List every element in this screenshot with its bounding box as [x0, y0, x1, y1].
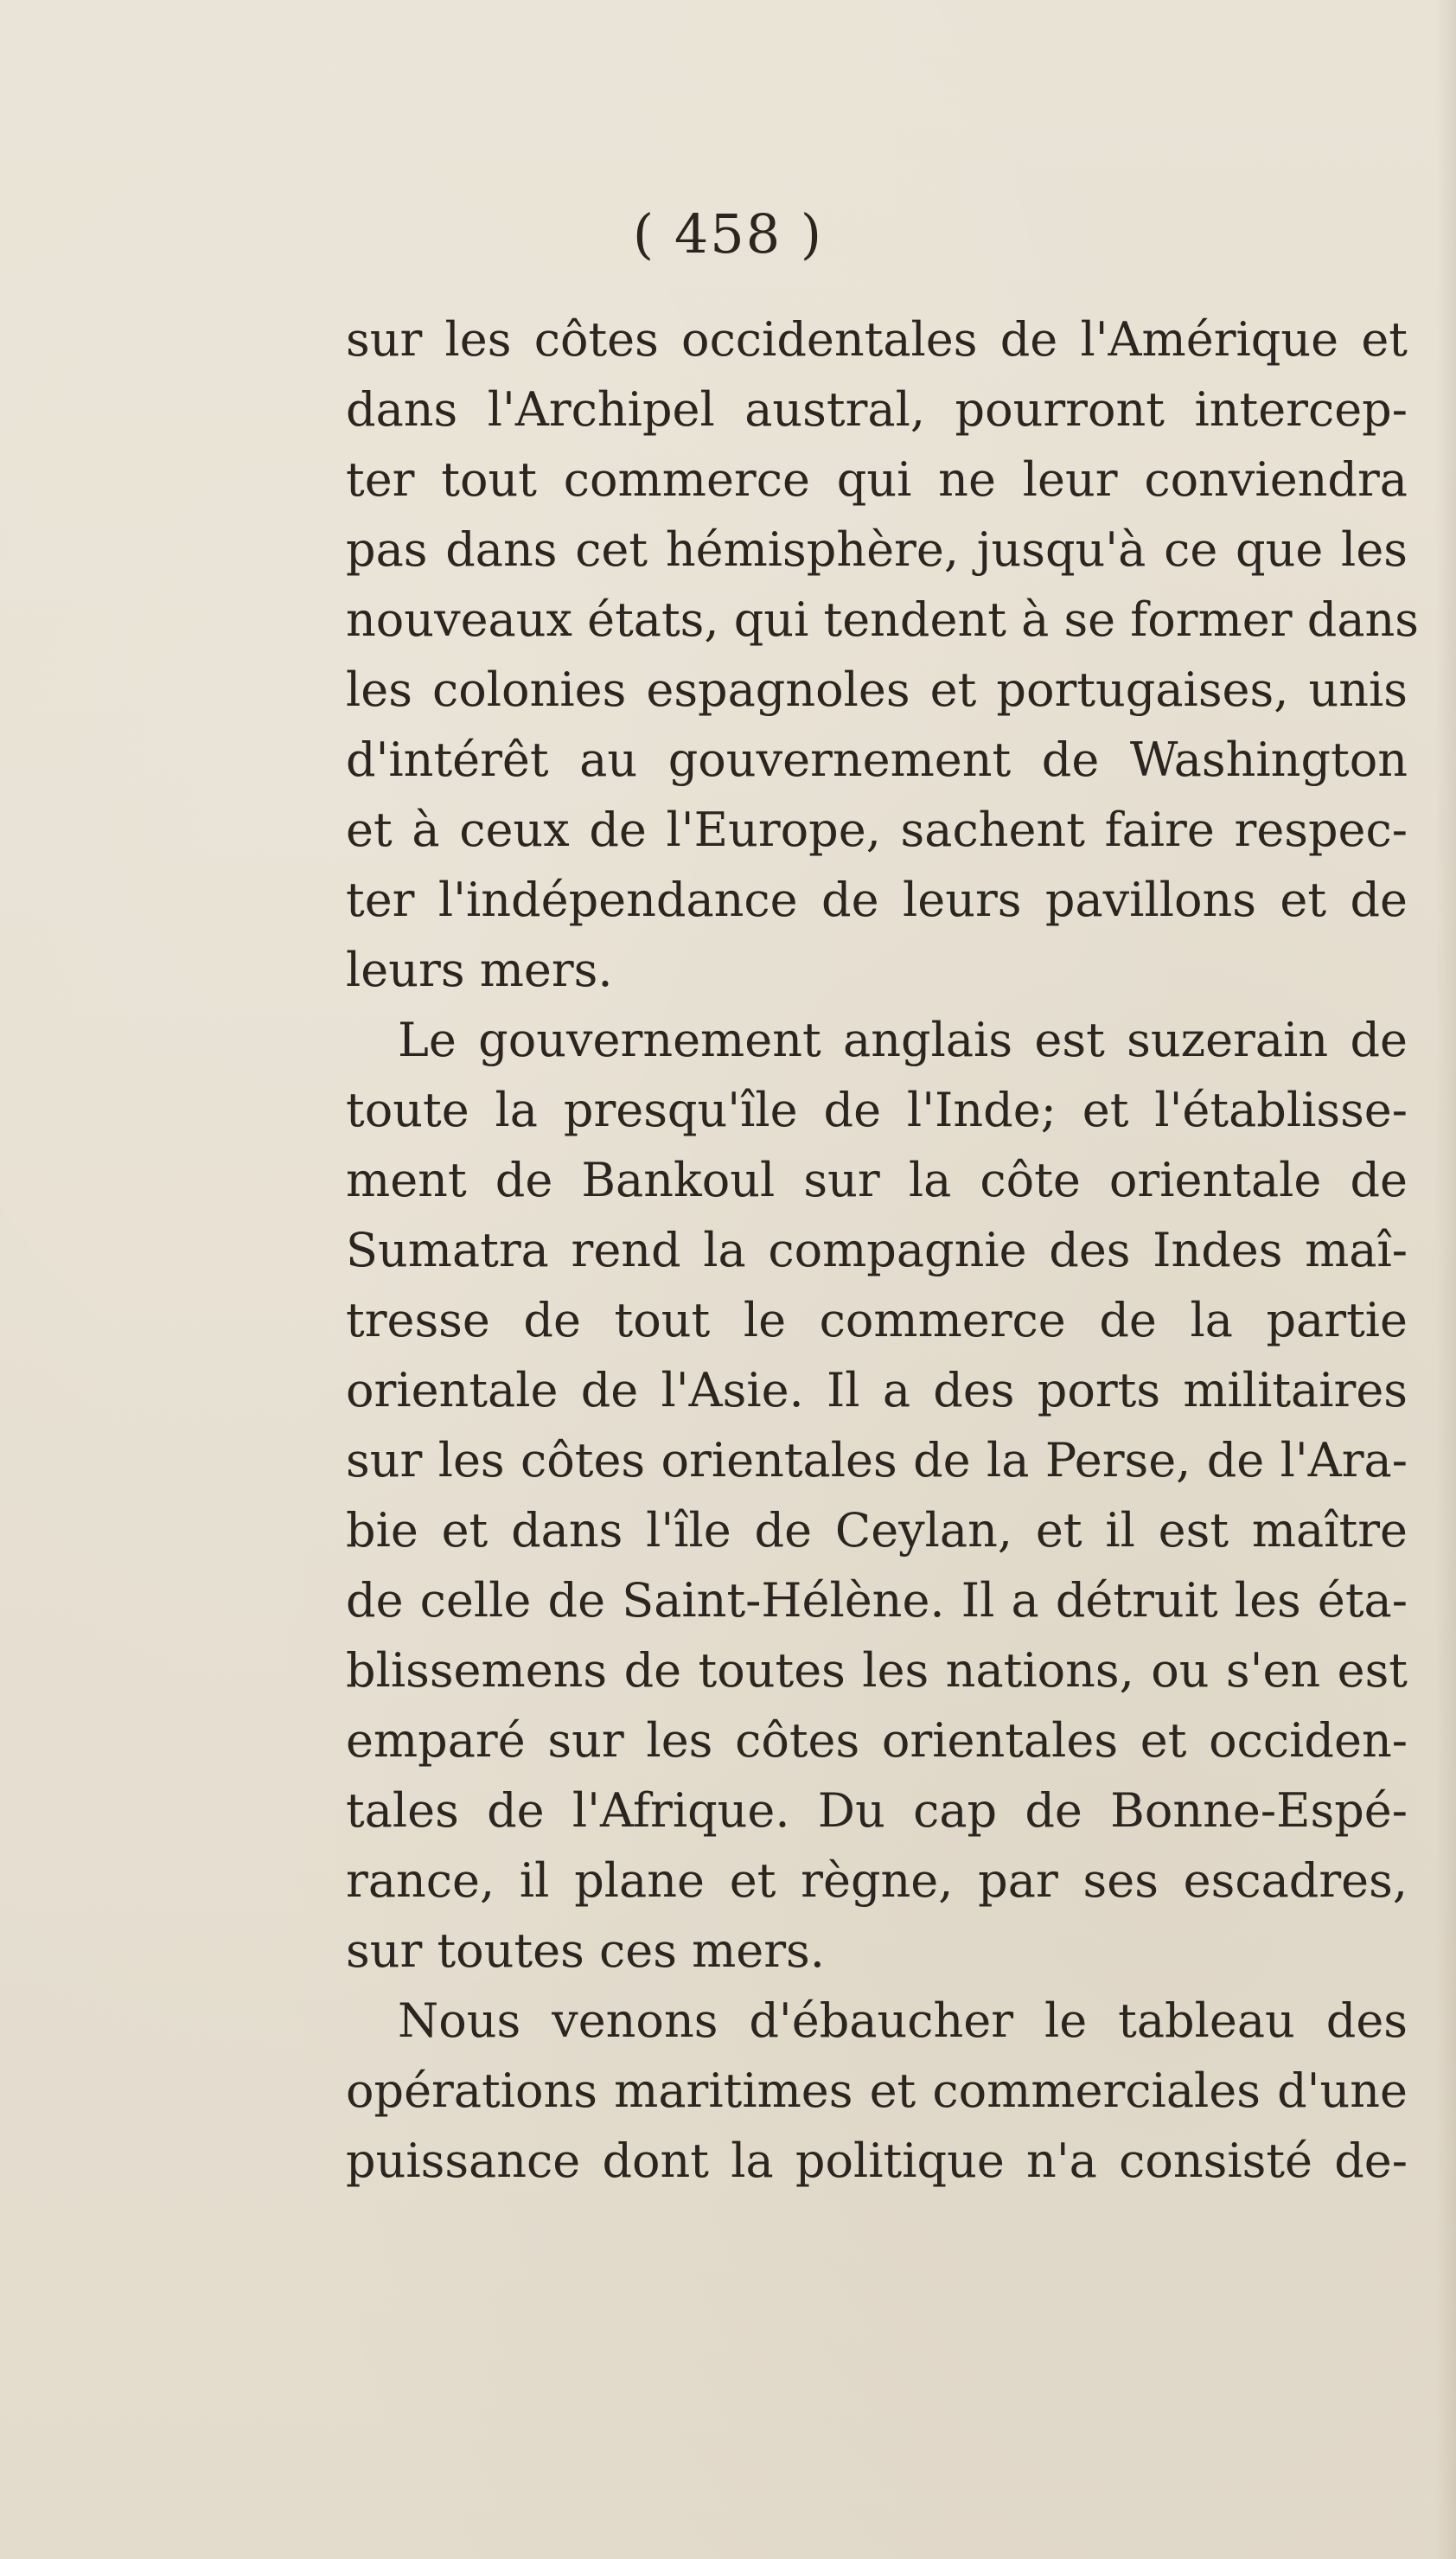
text-line: ter l'indépendance de leurs pavillons et de [346, 873, 1408, 927]
text-line: d'intérêt au gouvernement de Washington [346, 733, 1408, 787]
text-line: sur toutes ces mers. [346, 1923, 825, 1978]
body-text [346, 304, 1419, 2196]
text-line: de celle de Saint-Hélène. Il a détruit les éta- [346, 1573, 1408, 1628]
text-line: les colonies espagnoles et portugaises, unis [346, 662, 1408, 717]
text-line: opérations maritimes et commerciales d'une [346, 2063, 1408, 2118]
text-line: bie et dans l'île de Ceylan, et il est maître [346, 1503, 1408, 1558]
paragraph-start-line: Le gouvernement anglais est suzerain de [398, 1013, 1408, 1067]
text-line: tresse de tout le commerce de la partie [346, 1293, 1408, 1347]
text-line: sur les côtes orientales de la Perse, de l'Ara- [346, 1433, 1408, 1487]
text-line: leurs mers. [346, 943, 613, 997]
text-line: dans l'Archipel austral, pourront intercep- [346, 382, 1408, 437]
text-line: puissance dont la politique n'a consisté de- [346, 2134, 1408, 2188]
text-line: ment de Bankoul sur la côte orientale de [346, 1153, 1408, 1207]
text-line: toute la presqu'île de l'Inde; et l'établisse- [346, 1083, 1408, 1137]
page-edge-shadow [1435, 0, 1456, 2559]
text-line: emparé sur les côtes orientales et occiden- [346, 1713, 1408, 1768]
paragraph-start-line: Nous venons d'ébaucher le tableau des [398, 1993, 1408, 2048]
text-line: orientale de l'Asie. Il a des ports militaires [346, 1363, 1408, 1417]
text-line: nouveaux états, qui tendent à se former dans [346, 592, 1419, 647]
text-line: sur les côtes occidentales de l'Amérique et [346, 312, 1408, 367]
text-line: blissemens de toutes les nations, ou s'en est [346, 1643, 1408, 1698]
text-line: rance, il plane et règne, par ses escadres, [346, 1853, 1408, 1908]
page-number: ( 458 ) [632, 202, 824, 265]
text-line: tales de l'Afrique. Du cap de Bonne-Espé- [346, 1783, 1408, 1838]
text-line: pas dans cet hémisphère, jusqu'à ce que les [346, 522, 1408, 577]
text-line: ter tout commerce qui ne leur conviendra [346, 452, 1408, 507]
text-line: et à ceux de l'Europe, sachent faire respec- [346, 803, 1408, 857]
text-line: Sumatra rend la compagnie des Indes maî- [346, 1223, 1408, 1277]
